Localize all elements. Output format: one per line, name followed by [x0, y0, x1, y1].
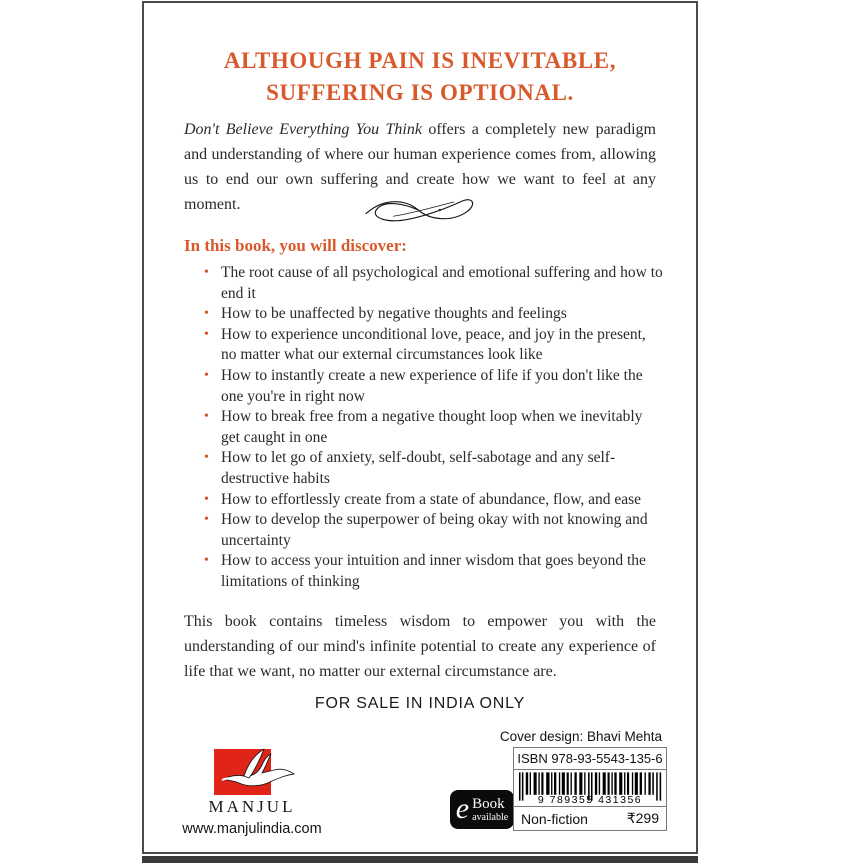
list-item: • How to develop the superpower of being okay with not knowing and uncertainty	[204, 510, 664, 551]
tagline-heading	[144, 45, 696, 109]
isbn-label: ISBN 978-93-5543-135-6	[514, 748, 666, 770]
list-item: • How to instantly create a new experience of life if you don't like the one you're in right now	[204, 366, 664, 407]
ebook-badge-line1: Book	[472, 795, 505, 812]
list-item: • How to break free from a negative thought loop when we inevitably get caught in one	[204, 407, 664, 448]
closing-paragraph: This book contains timeless wisdom to empower you with the understanding of our mind's infinite potential to create any experience of life that we want, no matter our external circumstance are.	[184, 613, 656, 680]
book-bottom-edge	[142, 856, 698, 863]
ebook-badge-line2: available	[472, 811, 509, 823]
barcode-digits: 9 789355 431356	[537, 794, 643, 806]
publisher-website: www.manjulindia.com	[182, 821, 322, 837]
cover-page	[142, 1, 698, 854]
intro-text: offers a completely new paradigm and understanding of where our human experience comes from, allowing us to end our own suffering and create how we want to feel at any moment.	[184, 121, 657, 213]
list-item: • How to experience unconditional love, peace, and joy in the present, no matter what our external circumstances look like	[204, 325, 664, 366]
discover-list	[204, 263, 664, 593]
list-item: • How to be unaffected by negative thoughts and feelings	[204, 304, 664, 325]
ornament-flourish-icon	[144, 193, 696, 232]
price-label: ₹299	[626, 810, 659, 826]
sale-notice: FOR SALE IN INDIA ONLY	[314, 695, 526, 712]
category-label: Non-fiction	[521, 810, 588, 827]
barcode-box	[513, 747, 667, 831]
price-row	[514, 806, 666, 830]
list-item: • How to access your intuition and inner wisdom that goes beyond the limitations of thinking	[204, 551, 664, 592]
ebook-available-badge	[450, 790, 514, 829]
tagline-line-2: SUFFERING IS OPTIONAL.	[266, 80, 574, 105]
publisher-name: MANJUL	[208, 797, 296, 816]
ebook-e-icon: e	[455, 791, 470, 825]
cover-design-credit: Cover design: Bhavi Mehta	[499, 729, 662, 744]
list-item: • The root cause of all psychological and emotional suffering and how to end it	[204, 263, 664, 304]
list-item: • How to effortlessly create from a state of abundance, flow, and ease	[204, 490, 664, 511]
publisher-block	[174, 747, 330, 837]
book-title-italic: Don't Believe Everything You Think	[184, 121, 422, 138]
tagline-line-1: ALTHOUGH PAIN IS INEVITABLE,	[223, 48, 617, 73]
list-item: • How to let go of anxiety, self-doubt, self-sabotage and any self-destructive habits	[204, 448, 664, 489]
discover-heading: In this book, you will discover:	[184, 236, 407, 255]
barcode	[514, 770, 666, 806]
